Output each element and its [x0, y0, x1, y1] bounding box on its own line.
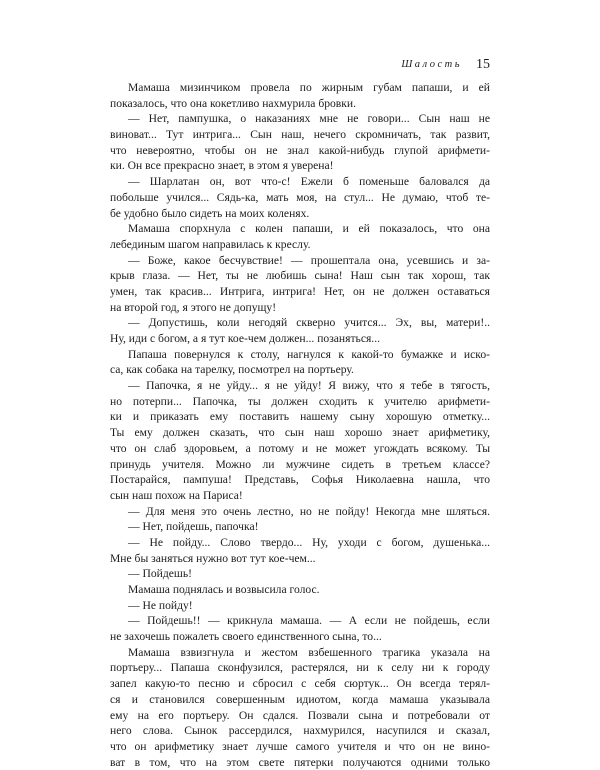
running-head [110, 57, 490, 77]
text-line: показалось, что она кокетливо нахмурила бровки. [110, 96, 357, 110]
text-line: — Пойдешь! [128, 567, 192, 581]
text-line: на второй год, я этого не допущу! [110, 300, 277, 314]
text-line: — Не пойду! [128, 598, 193, 612]
body-text [110, 80, 490, 770]
text-line: Ну, иди с богом, а я тут кое-чем должен... позаняться... [110, 332, 381, 345]
text-line: что он арифметику знает лучше самого учителя и что он не вино- [110, 739, 490, 753]
text-line: — Пойдешь!! — крикнула мамаша. — А если не пойдешь, если [128, 614, 490, 628]
text-line: ся и становился совершенным идиотом, когда мамаша указывала [110, 692, 490, 706]
text-line: ват в том, что на этом свете пятерки получаются одними только [110, 755, 490, 769]
text-line: запел какую-то песню и сбросил с себя сюртук... Он всегда терял- [110, 677, 490, 691]
text-line: Мамаша поднялась и возвысила голос. [128, 583, 320, 596]
text-line: бе удобно было сидеть на моих коленях. [110, 206, 310, 220]
page-number: 15 [476, 57, 490, 72]
text-line: — Допустишь, коли негодяй скверно учится... Эх, вы, матери!.. [128, 316, 490, 330]
text-line: что невероятно, чтобы он не знал какой-нибудь глупой арифмети- [110, 143, 490, 157]
text-line: крыв глаза. — Нет, ты не любишь сына! Наш сын так хорош, так [110, 269, 490, 283]
text-line: — Для меня это очень лестно, но не пойду! Некогда мне шляться. [128, 504, 490, 518]
text-line: Мамаша спорхнула с колен папаши, и ей показалось, что она [128, 222, 490, 236]
text-line: — Боже, какое бесчувствие! — прошептала она, усевшись и за- [128, 253, 490, 267]
text-line: Мамаша взвизгнула и жестом взбешенного трагика указала на [128, 645, 490, 659]
text-line: него слова. Сынок рассердился, нахмурился, насупился и сказал, [110, 724, 490, 738]
text-line: виноват... Тут интрига... Сын наш, нечего скромничать, так развит, [110, 128, 490, 142]
text-line: — Нет, пампушка, о наказаниях мне не говори... Сын наш не [128, 112, 490, 126]
text-line: ему на его портьеру. Он сдался. Позвали сына и потребовали от [110, 708, 490, 722]
text-line: Мамаша мизинчиком провела по жирным губам папаши, и ей [128, 81, 490, 94]
text-line: са, как собака на тарелку, посмотрел на портьеру. [110, 363, 354, 377]
running-title: Шалость [401, 59, 462, 70]
text-line: что он слаб здоровьем, а потому и не может угождать всякому. Ты [110, 441, 490, 455]
text-line: Ты ему должен сказать, что сын наш хорошо знает арифметику, [110, 426, 490, 440]
text-line: ки. Он все прекрасно знает, в этом я уверена! [110, 159, 334, 173]
text-line: Папаша повернулся к столу, нагнулся к какой-то бумажке и иско- [128, 347, 490, 361]
text-line: побольше учился... Сядь-ка, мать моя, на стул... Не думаю, чтоб те- [110, 190, 490, 204]
text-line: Постарайся, пампуша! Представь, Софья Николаевна нашла, что [110, 473, 490, 487]
text-line: принудь учителя. Можно ли мужчине сидеть в третьем классе? [110, 457, 490, 471]
text-line: — Шарлатан он, вот что-с! Ежели б поменьше баловался да [128, 175, 490, 189]
text-line: — Не пойду... Слово твердо... Ну, уходи с богом, душенька... [128, 535, 490, 549]
text-line: лебединым шагом направилась к креслу. [110, 237, 311, 251]
text-line: Мне бы заняться нужно вот тут кое-чем... [110, 551, 316, 565]
text-line: сын наш похож на Париса! [110, 488, 243, 502]
text-line: ки и приказать ему поставить нашему сыну хорошую отметку... [110, 410, 490, 424]
text-line: умен, так красив... Интрига, интрига! Нет, он не должен оставаться [110, 284, 490, 298]
text-line: не захочешь пожалеть своего единственного сына, то... [110, 630, 382, 644]
text-line: — Нет, пойдешь, папочка! [128, 520, 259, 534]
text-line: — Папочка, я не уйду... я не уйду! Я вижу, что я тебе в тягость, [128, 379, 490, 393]
text-line: но потерпи... Папочка, ты должен сходить к учителю арифмети- [110, 394, 490, 408]
text-line: портьеру... Папаша сконфузился, растерялся, ни к селу ни к городу [110, 661, 490, 675]
